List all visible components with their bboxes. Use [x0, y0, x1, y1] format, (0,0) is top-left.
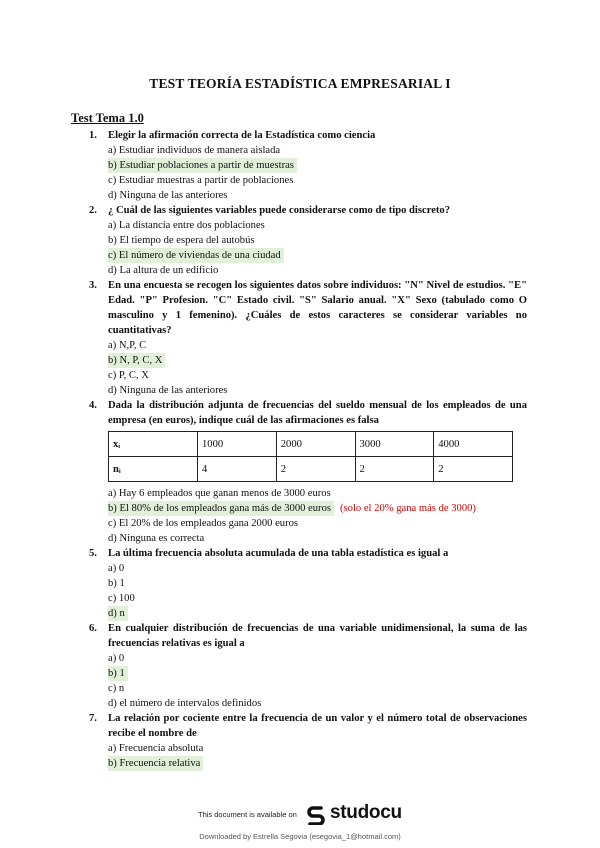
question-statement: En una encuesta se recogen los siguientes datos sobre individuos: "N" Nivel de estudios. "E" Edad. "P" Profesion. "C" Estado civil. "S" Salario anual. "X" Sexo (tabulado como O masculino y 1 femenino). ¿Cuáles de estos caracteres se considerar variables no cuantitativas?: [108, 280, 527, 336]
document-title: TEST TEORÍA ESTADÍSTICA EMPRESARIAL I: [149, 76, 451, 91]
answer-text: a) Frecuencia absoluta: [108, 743, 204, 754]
answer-text: a) 0: [108, 563, 125, 574]
correct-answer-text: c) El número de viviendas de una ciudad: [108, 248, 284, 263]
section-heading: Test Tema 1.0: [71, 111, 144, 125]
studocu-logo-icon: [306, 805, 326, 825]
downloaded-by-text: Downloaded by Estrella Segovia (esegovia_1@hotmail.com): [199, 832, 401, 841]
table-row-header: nᵢ: [109, 457, 198, 482]
studocu-logo-text: studocu: [330, 802, 402, 823]
question-text: [89, 621, 527, 651]
answer-option: [108, 233, 527, 248]
answer-option: [108, 741, 527, 756]
question-text: [89, 128, 527, 143]
correct-answer-text: b) Frecuencia relativa: [108, 756, 203, 771]
answer-option: [108, 218, 527, 233]
answer-option: [108, 756, 527, 771]
answer-option: [108, 606, 527, 621]
correct-answer-text: d) n: [108, 606, 128, 621]
answer-option: [108, 576, 527, 591]
answer-note: (solo el 20% gana más de 3000): [340, 503, 476, 514]
question-statement: La última frecuencia absoluta acumulada de una tabla estadística es igual a: [108, 548, 449, 559]
answer-text: c) Estudiar muestras a partir de poblaciones: [108, 175, 294, 186]
question-statement: En cualquier distribución de frecuencias de una variable unidimensional, la suma de las frecuencias relativas es igual a: [108, 623, 527, 649]
answer-option: [108, 486, 527, 501]
table-cell: 4: [198, 457, 277, 482]
answer-option: [108, 383, 527, 398]
correct-answer-text: b) Estudiar poblaciones a partir de muestras: [108, 158, 297, 173]
answer-option: [108, 248, 527, 263]
table-cell: 2: [276, 457, 355, 482]
question-statement: ¿ Cuál de las siguientes variables puede considerarse como de tipo discreto?: [108, 205, 451, 216]
answer-text: c) El 20% de los empleados gana 2000 euros: [108, 518, 299, 529]
answer-option: [108, 173, 527, 188]
answer-option: [108, 158, 527, 173]
correct-answer-text: b) El 80% de los empleados gana más de 3000 euros: [108, 501, 334, 516]
question-number: 4.: [89, 400, 97, 411]
question-text: [89, 711, 527, 741]
answer-text: c) 100: [108, 593, 135, 604]
question-number: 5.: [89, 548, 97, 559]
question-statement: Dada la distribución adjunta de frecuencias del sueldo mensual de los empleados de una empresa (en euros), indique cuál de las afirmaciones es falsa: [108, 400, 527, 426]
table-cell: 2: [355, 457, 434, 482]
correct-answer-text: b) N, P, C, X: [108, 353, 165, 368]
answer-option: [108, 353, 527, 368]
answer-text: b) 1: [108, 578, 125, 589]
answer-option: [108, 681, 527, 696]
question-number: 2.: [89, 205, 97, 216]
answer-text: c) n: [108, 683, 125, 694]
table-row: [109, 432, 513, 457]
question-number: 6.: [89, 623, 97, 634]
question-number: 1.: [89, 130, 97, 141]
answer-option: [108, 591, 527, 606]
question-6: [89, 621, 527, 711]
question-number: 3.: [89, 280, 97, 291]
answer-text: a) Hay 6 empleados que ganan menos de 3000 euros: [108, 488, 331, 499]
answer-option: [108, 696, 527, 711]
table-cell: 1000: [198, 432, 277, 457]
table-cell: 2: [434, 457, 513, 482]
answer-text: d) Ninguna es correcta: [108, 533, 205, 544]
answer-text: b) El tiempo de espera del autobús: [108, 235, 255, 246]
frequency-table: [108, 431, 513, 482]
answer-text: d) Ninguna de las anteriores: [108, 190, 228, 201]
answer-option: [108, 143, 527, 158]
answer-option: [108, 263, 527, 278]
question-text: [89, 278, 527, 338]
question-text: [89, 546, 527, 561]
question-list: [89, 128, 527, 771]
answer-option: [108, 501, 527, 516]
question-text: [89, 203, 527, 218]
answer-option: [108, 666, 527, 681]
table-cell: 4000: [434, 432, 513, 457]
answer-text: a) 0: [108, 653, 125, 664]
question-statement: La relación por cociente entre la frecuencia de un valor y el número total de observaciones recibe el nombre de: [108, 713, 527, 739]
question-2: [89, 203, 527, 278]
answer-text: a) La distancia entre dos poblaciones: [108, 220, 265, 231]
answer-option: [108, 188, 527, 203]
footer-available-text: This document is available on: [198, 810, 297, 819]
answer-option: [108, 561, 527, 576]
answer-option: [108, 338, 527, 353]
question-7: [89, 711, 527, 771]
answer-option: [108, 651, 527, 666]
question-3: [89, 278, 527, 398]
answer-text: d) el número de intervalos definidos: [108, 698, 262, 709]
answer-text: a) N,P, C: [108, 340, 147, 351]
table-cell: 2000: [276, 432, 355, 457]
question-number: 7.: [89, 713, 97, 724]
question-1: [89, 128, 527, 203]
question-4: [89, 398, 527, 546]
answer-text: a) Estudiar individuos de manera aislada: [108, 145, 281, 156]
correct-answer-text: b) 1: [108, 666, 128, 681]
question-text: [89, 398, 527, 428]
answer-option: [108, 516, 527, 531]
answer-text: d) Ninguna de las anteriores: [108, 385, 228, 396]
answer-option: [108, 531, 527, 546]
table-row: [109, 457, 513, 482]
answer-text: c) P, C, X: [108, 370, 149, 381]
answer-option: [108, 368, 527, 383]
table-row-header: xᵢ: [109, 432, 198, 457]
question-5: [89, 546, 527, 621]
table-cell: 3000: [355, 432, 434, 457]
answer-text: d) La altura de un edificio: [108, 265, 219, 276]
question-statement: Elegir la afirmación correcta de la Estadística como ciencia: [108, 130, 376, 141]
